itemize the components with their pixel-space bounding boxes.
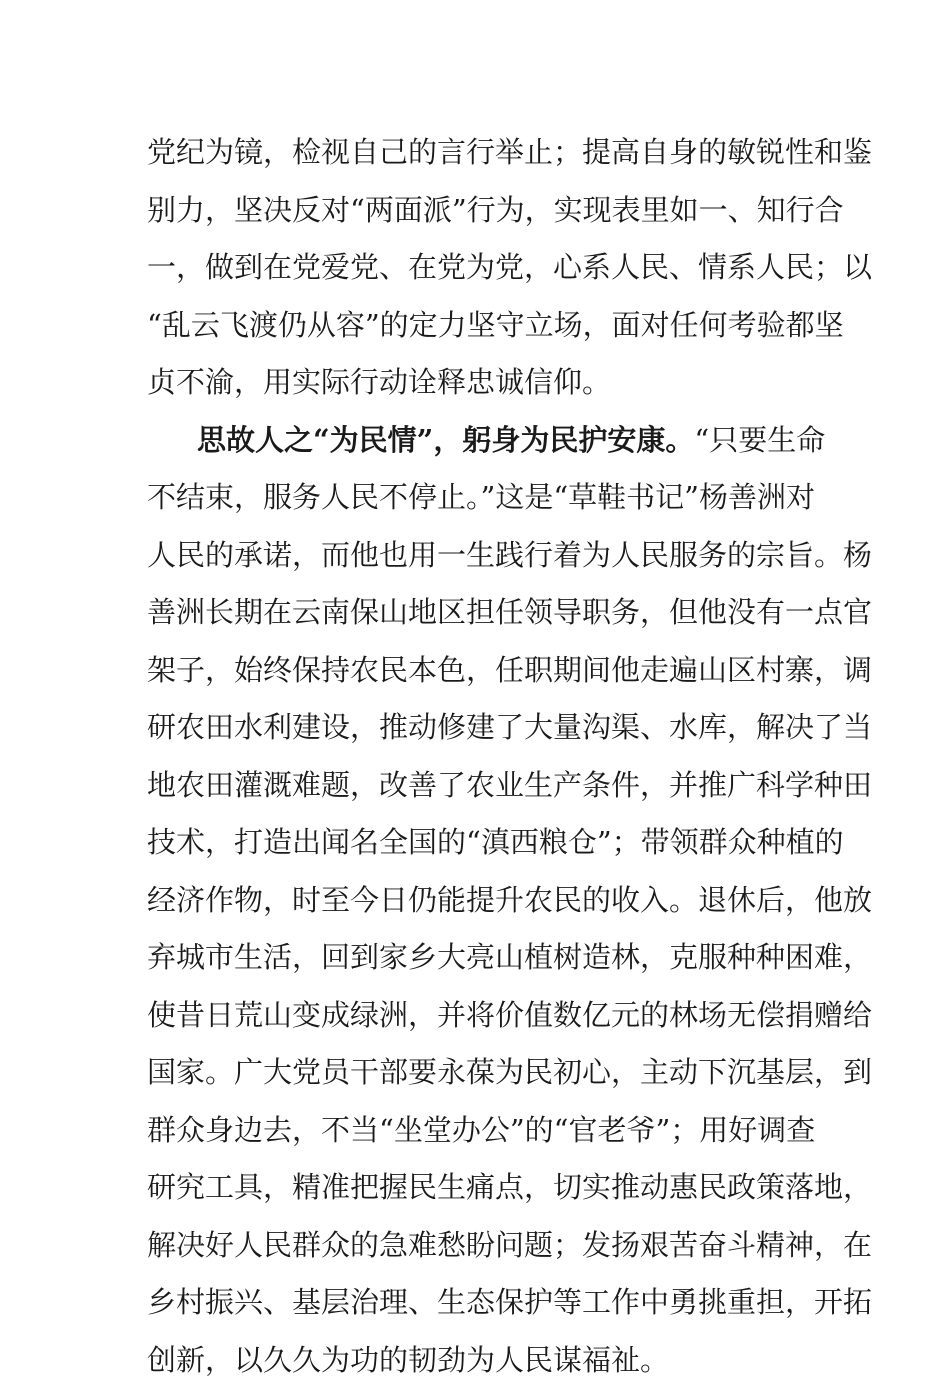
text-line: 弃城市生活，回到家乡大亮山植树造林，克服种种困难， [147, 929, 807, 987]
text-line: “乱云飞渡仍从容”的定力坚守立场，面对任何考验都坚 [147, 297, 807, 355]
text-line: 不结束，服务人民不停止。”这是“草鞋书记”杨善洲对 [147, 469, 807, 527]
text-line: 贞不渝，用实际行动诠释忠诚信仰。 [147, 354, 807, 412]
text-line: 创新，以久久为功的韧劲为人民谋福祉。 [147, 1332, 807, 1389]
paragraph-1 [147, 124, 807, 412]
text-line: 使昔日荒山变成绿洲，并将价值数亿元的林场无偿捐赠给 [147, 987, 807, 1045]
paragraph-heading: 思故人之“为民情”，躬身为民护安康。 [197, 423, 694, 457]
text-line: 群众身边去，不当“坐堂办公”的“官老爷”；用好调查 [147, 1102, 807, 1160]
text-line: 善洲长期在云南保山地区担任领导职务，但他没有一点官 [147, 584, 807, 642]
text-line: 经济作物，时至今日仍能提升农民的收入。退休后，他放 [147, 872, 807, 930]
text-line: 一，做到在党爱党、在党为党，心系人民、情系人民；以 [147, 239, 807, 297]
text-line: 别力，坚决反对“两面派”行为，实现表里如一、知行合 [147, 182, 807, 240]
text-line: 人民的承诺，而他也用一生践行着为人民服务的宗旨。杨 [147, 527, 807, 585]
text-span: “只要生命 [694, 423, 825, 457]
text-line: 地农田灌溉难题，改善了农业生产条件，并推广科学种田 [147, 757, 807, 815]
text-line: 架子，始终保持农民本色，任职期间他走遍山区村寨，调 [147, 642, 807, 700]
text-line: 技术，打造出闻名全国的“滇西粮仓”；带领群众种植的 [147, 814, 807, 872]
text-line: 解决好人民群众的急难愁盼问题；发扬艰苦奋斗精神，在 [147, 1217, 807, 1275]
text-line: 研农田水利建设，推动修建了大量沟渠、水库，解决了当 [147, 699, 807, 757]
paragraph-2 [147, 412, 807, 1389]
paragraph-first-line [147, 412, 807, 470]
text-line: 研究工具，精准把握民生痛点，切实推动惠民政策落地， [147, 1159, 807, 1217]
body-text [147, 124, 807, 1389]
text-line: 乡村振兴、基层治理、生态保护等工作中勇挑重担，开拓 [147, 1274, 807, 1332]
text-line: 党纪为镜，检视自己的言行举止；提高自身的敏锐性和鉴 [147, 124, 807, 182]
text-line: 国家。广大党员干部要永葆为民初心，主动下沉基层，到 [147, 1044, 807, 1102]
